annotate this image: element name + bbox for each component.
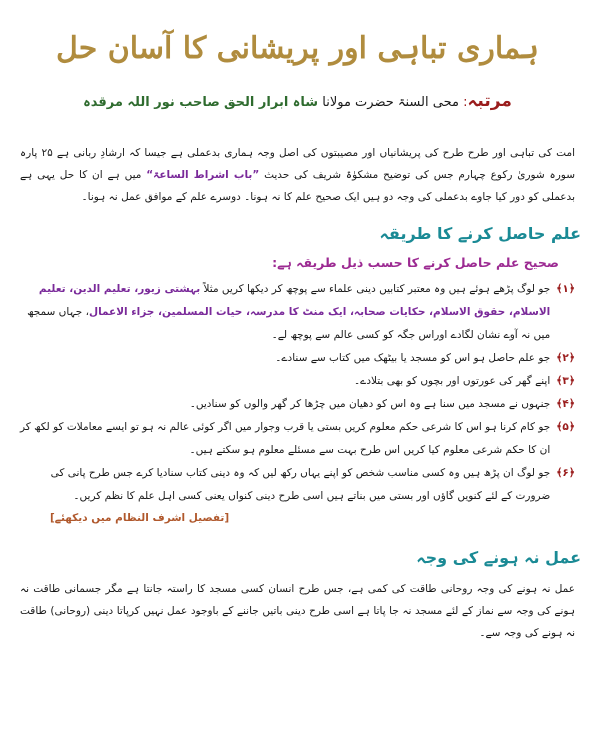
section-subheading: صحیح علم حاصل کرنے کا حسب ذیل طریقہ ہے:	[272, 255, 559, 270]
step-number: ﴿۴﴾	[556, 398, 575, 410]
step-text-part: ، جہاں سمجھ میں نہ آوے نشان لگادے اوراس جگہ کو کسی عالم سے پوچھ لے۔	[27, 306, 551, 341]
step-text	[20, 278, 550, 347]
byline-title-prefix: محی السنۃ حضرت مولانا	[322, 95, 459, 110]
steps-list	[20, 278, 575, 508]
list-item	[20, 462, 575, 508]
byline-name: شاہ ابرار الحق	[223, 95, 319, 110]
hadith-title: ”باب اشراط الساعۃ“	[146, 169, 260, 181]
section-heading-knowledge: علم حاصل کرنے کا طریقہ	[379, 224, 581, 243]
step-number: ﴿۳﴾	[556, 375, 575, 387]
step-text: جو کام کرنا ہو اس کا شرعی حکم معلوم کریں بستی یا قرب وجوار میں اگر کوئی عالم نہ ہو تو ایسے معاملات کو لکھ کر ان کا حکم شرعی معلوم کیا کریں اس طرح بہت سے مسئلے معلوم ہو سکتے ہیں۔	[19, 421, 551, 456]
byline-suffix: صاحب نور اللہ مرقدہ	[83, 95, 220, 110]
step-text-part: جو لوگ پڑھے ہوئے ہیں وہ معتبر کتابیں دینی علماء سے پوچھ کر دیکھا کریں مثلاً	[203, 283, 551, 295]
book-list: بہشتی زیور، تعلیم الدین، تعلیم الاسلام، حقوق الاسلام، حکایات صحابہ، ایک منٹ کا مدرسہ، حیات المسلمین، جزاء الاعمال	[38, 283, 551, 318]
list-item	[20, 347, 575, 370]
byline-colon: :	[463, 95, 468, 110]
list-item	[20, 393, 575, 416]
reference-text: [تفصیل اشرف النظام میں دیکھئے]	[50, 512, 230, 524]
step-number: ﴿۲﴾	[556, 352, 575, 364]
section-heading-no-action: عمل نہ ہونے کی وجہ	[416, 548, 581, 567]
section2-paragraph: عمل نہ ہونے کی وجہ روحانی طاقت کی کمی ہے، جس طرح انسان کسی مسجد کا راستہ جانتا ہے مگر جسمانی طاقت نہ ہونے کی وجہ سے نماز کے لئے مسجد نہ جا پاتا ہے اسی طرح دینی باتیں جاننے کے باوجود عمل نہیں کرپاتا دینی (روحانی) طاقت نہ ہونے کی وجہ سے۔	[20, 583, 575, 639]
page-title: ہماری تباہی اور پریشانی کا آسان حل	[56, 31, 539, 66]
step-text: جو علم حاصل ہو اس کو مسجد یا بیٹھک میں کتاب سے سنادے۔	[275, 352, 551, 364]
list-item	[20, 416, 575, 462]
intro-paragraph	[20, 142, 575, 208]
step-text: اپنے گھر کی عورتوں اور بچوں کو بھی بتلادے۔	[354, 375, 551, 387]
step-text: جو لوگ ان پڑھ ہیں وہ کسی مناسب شخص کو اپنے یہاں رکھ لیں کہ وہ دینی کتاب سنادیا کرے جس طرح پانی کی ضرورت کے لئے کنویں گاؤں اور بستی میں بناتے ہیں اسی طرح دینی کنواں یعنی کسی اہل علم کا نظم کریں۔	[50, 467, 551, 502]
step-number: ﴿۵﴾	[556, 421, 575, 433]
list-item	[20, 370, 575, 393]
list-item	[20, 278, 575, 347]
step-text: جنہوں نے مسجد میں سنا ہے وہ اس کو دھیان میں چڑھا کر گھر والوں کو سنادیں۔	[189, 398, 551, 410]
intro-text-2: میں ہے ان کا حل یہی ہے بدعملی کو دور کیا جاوے بدعملی کی وجہ دو ہیں ایک صحیح علم کا نہ ہونا۔ دوسرے علم کے موافق عمل نہ ہونا۔	[20, 169, 575, 203]
intro-text-1: امت کی تباہی اور طرح طرح کی پریشانیاں اور مصیبتوں کی اصل وجہ ہماری بدعملی ہے جیسا کہ ارشادِ ربانی ہے ۲۵ پارہ سورہ شوریٰ رکوع چہارم جس کی توضیح مشکوٰۃ شریف کی حدیث	[20, 147, 576, 181]
byline-label: مرتبہ	[467, 91, 512, 111]
reference-note	[50, 512, 581, 524]
step-number: ﴿۱﴾	[556, 283, 575, 295]
step-number: ﴿۶﴾	[556, 467, 575, 479]
byline	[14, 90, 581, 112]
